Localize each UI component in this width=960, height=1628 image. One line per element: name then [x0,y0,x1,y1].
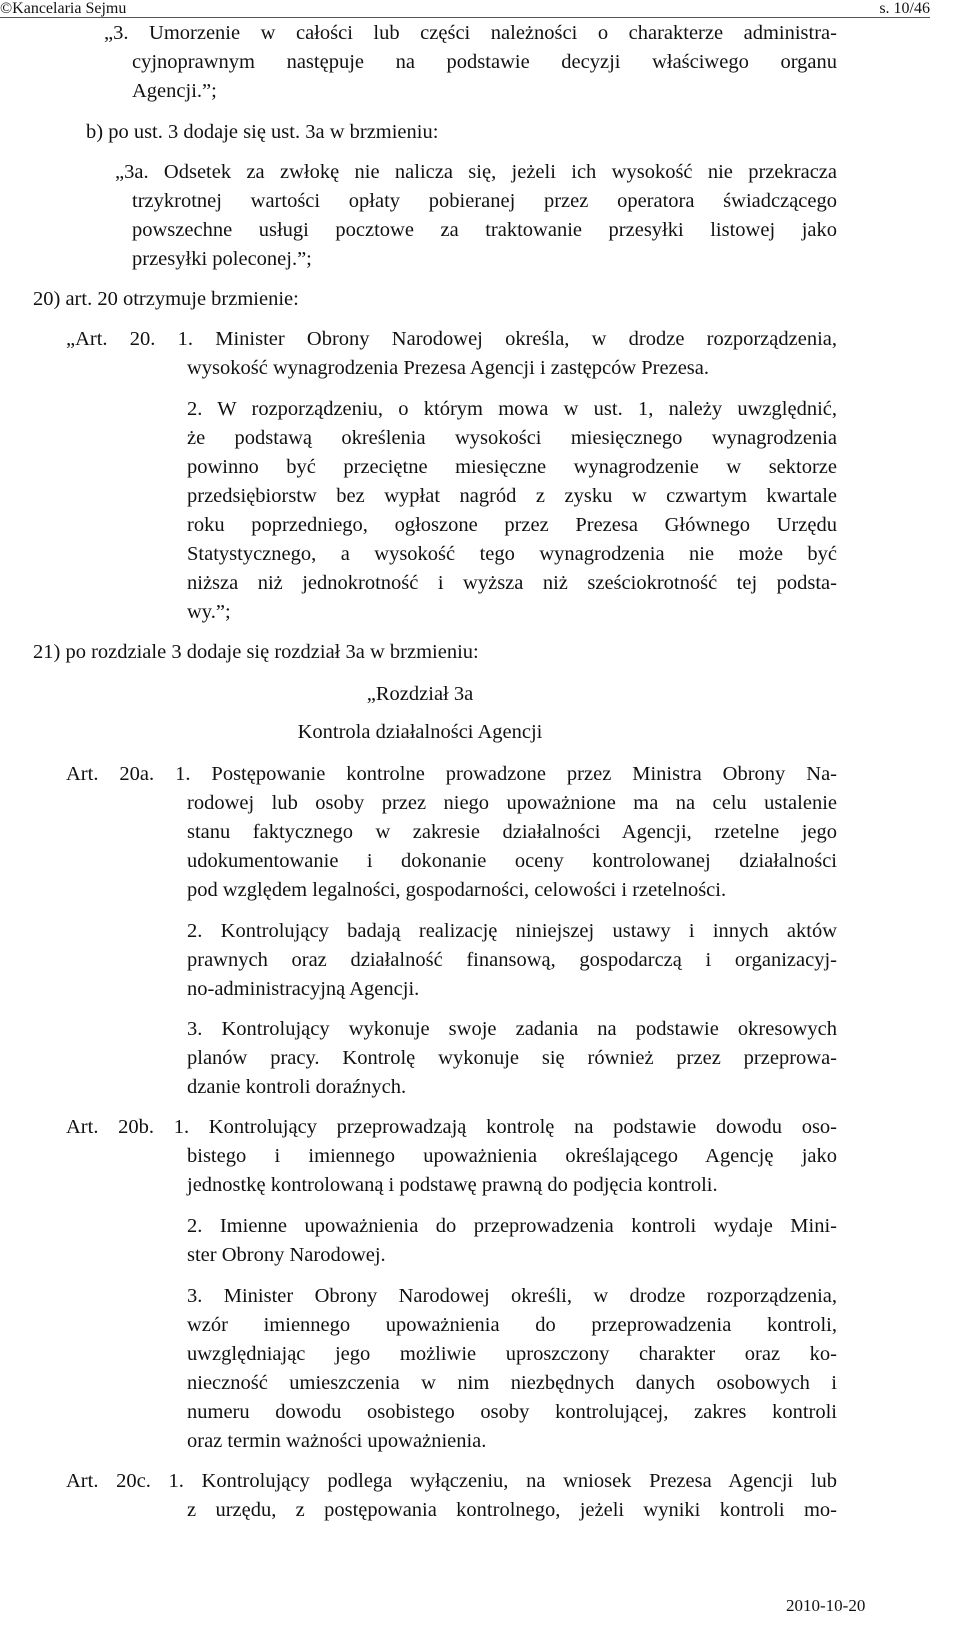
text-line: z urzędu, z postępowania kontrolnego, jeżeli wyniki kontroli mo- [187,1499,837,1521]
text-line: Art. 20a. 1. Postępowanie kontrolne prowadzone przez Ministra Obrony Na- [66,763,837,785]
text-line: 2. Imienne upoważnienia do przeprowadzenia kontroli wydaje Mini- [187,1215,837,1237]
text-line: przedsiębiorstw bez wypłat nagród z zysku w czwartym kwartale [187,485,837,507]
text-line: b) po ust. 3 dodaje się ust. 3a w brzmieniu: [86,121,439,143]
text-line: 2. Kontrolujący badają realizację niniejszej ustawy i innych aktów [187,920,837,942]
text-line: trzykrotnej wartości opłaty pobieranej przez operatora świadczącego [132,190,837,212]
text-line: wzór imiennego upoważnienia do przeprowadzenia kontroli, [187,1314,837,1336]
text-line: Agencji.”; [132,80,217,102]
header-source: ©Kancelaria Sejmu [0,0,127,17]
text-line: 2. W rozporządzeniu, o którym mowa w ust. 1, należy uwzględnić, [187,398,837,420]
text-line: wy.”; [187,601,231,623]
text-line: „3a. Odsetek za zwłokę nie nalicza się, jeżeli ich wysokość nie przekracza [115,161,837,183]
text-line: 3. Kontrolujący wykonuje swoje zadania na podstawie okresowych [187,1018,837,1040]
text-line: pod względem legalności, gospodarności, celowości i rzetelności. [187,879,727,901]
chapter-heading: „Rozdział 3a [366,683,474,705]
text-line: że podstawą określenia wysokości miesięcznego wynagrodzenia [187,427,837,449]
text-line: roku poprzedniego, ogłoszone przez Prezesa Głównego Urzędu [187,514,837,536]
text-line: powinno być przeciętne miesięczne wynagrodzenie w sektorze [187,456,837,478]
text-line: 20) art. 20 otrzymuje brzmienie: [33,288,299,310]
text-line: udokumentowanie i dokonanie oceny kontrolowanej działalności [187,850,837,872]
text-line: Statystycznego, a wysokość tego wynagrodzenia nie może być [187,543,837,565]
text-line: przesyłki poleconej.”; [132,248,312,270]
chapter-title: Kontrola działalności Agencji [297,721,543,743]
text-line: rodowej lub osoby przez niego upoważnione ma na celu ustalenie [187,792,837,814]
text-line: prawnych oraz działalność finansową, gospodarczą i organizacyj- [187,949,837,971]
text-line: „Art. 20. 1. Minister Obrony Narodowej określa, w drodze rozporządzenia, [66,328,837,350]
text-line: cyjnoprawnym następuje na podstawie decyzji właściwego organu [132,51,837,73]
text-line: planów pracy. Kontrolę wykonuje się również przez przeprowa- [187,1047,837,1069]
text-line: jednostkę kontrolowaną i podstawę prawną do podjęcia kontroli. [187,1174,718,1196]
page-number: s. 10/46 [879,0,930,17]
text-line: Art. 20b. 1. Kontrolujący przeprowadzają kontrolę na podstawie dowodu oso- [66,1116,837,1138]
text-line: bistego i imiennego upoważnienia określającego Agencję jako [187,1145,837,1167]
text-line: „3. Umorzenie w całości lub części należności o charakterze administra- [104,22,837,44]
text-line: stanu faktycznego w zakresie działalności Agencji, rzetelne jego [187,821,837,843]
text-line: 21) po rozdziale 3 dodaje się rozdział 3a w brzmieniu: [33,641,479,663]
text-line: no-administracyjną Agencji. [187,978,420,1000]
text-line: wysokość wynagrodzenia Prezesa Agencji i zastępców Prezesa. [187,357,709,379]
text-line: uwzględniając jego możliwie uproszczony charakter oraz ko- [187,1343,837,1365]
header-divider [0,17,930,18]
text-line: ster Obrony Narodowej. [187,1244,386,1266]
text-line: dzanie kontroli doraźnych. [187,1076,407,1098]
text-line: nieczność umieszczenia w nim niezbędnych danych osobowych i [187,1372,837,1394]
text-line: oraz termin ważności upoważnienia. [187,1430,487,1452]
text-line: Art. 20c. 1. Kontrolujący podlega wyłączeniu, na wniosek Prezesa Agencji lub [66,1470,837,1492]
text-line: numeru dowodu osobistego osoby kontrolującej, zakres kontroli [187,1401,837,1423]
text-line: niższa niż jednokrotność i wyższa niż sześciokrotność tej podsta- [187,572,837,594]
document-date: 2010-10-20 [786,1596,866,1615]
text-line: powszechne usługi pocztowe za traktowanie przesyłki listowej jako [132,219,837,241]
text-line: 3. Minister Obrony Narodowej określi, w drodze rozporządzenia, [187,1285,837,1307]
